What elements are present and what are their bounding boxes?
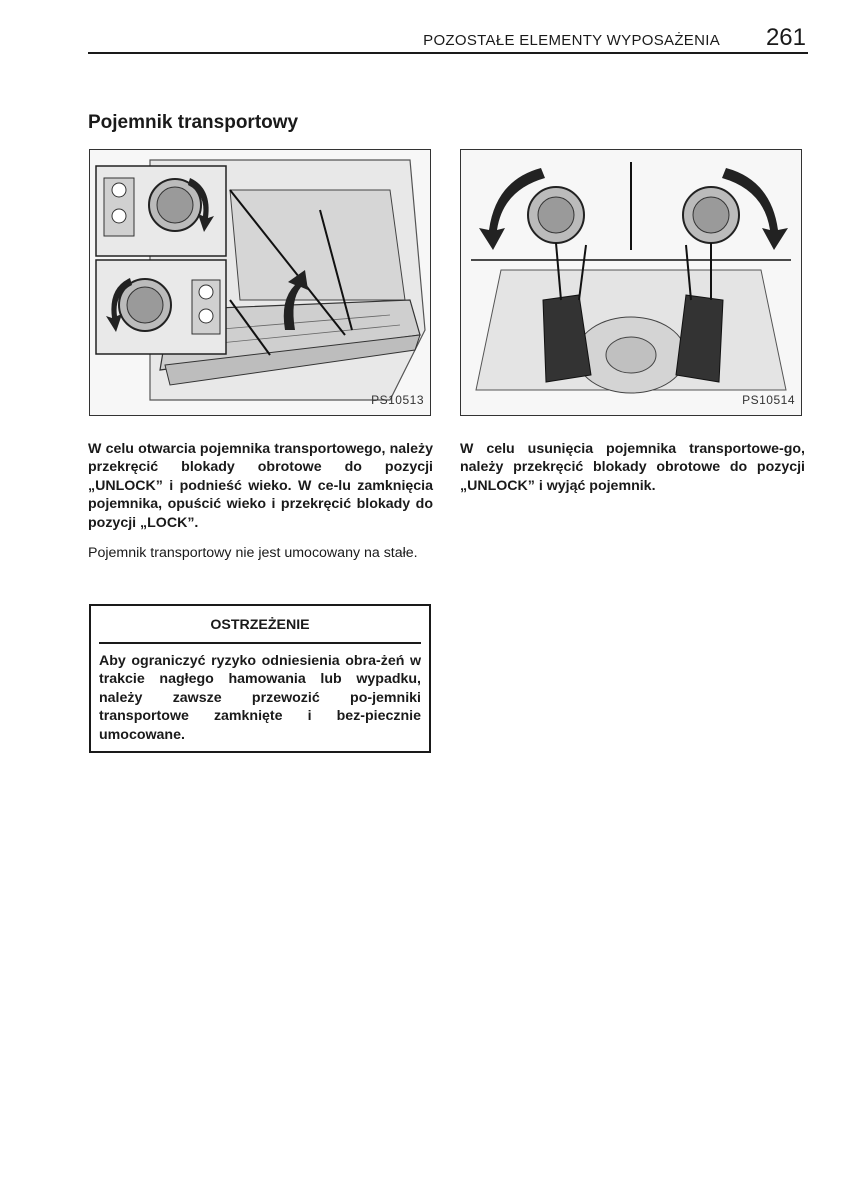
instruction-remove: W celu usunięcia pojemnika transportowe-go, należy przekręcić blokady obrotowe do pozycji „UNLOCK” i wyjąć pojemnik. xyxy=(460,441,805,494)
trunk-illustration xyxy=(90,150,430,415)
warning-title: OSTRZEŻENIE xyxy=(99,606,421,644)
left-column xyxy=(88,440,433,562)
figure-cargo-box-remove xyxy=(460,149,802,416)
cargo-box-illustration xyxy=(461,150,801,415)
section-title: Pojemnik transportowy xyxy=(88,112,299,133)
page-header xyxy=(88,22,808,54)
instruction-open: W celu otwarcia pojemnika transportowego, należy przekręcić blokady obrotowe do pozycji „UNLOCK” i podnieść wieko. W ce-lu zamknięcia pojemnika, opuścić wieko i przekręcić blokady do pozycji „LOCK”. xyxy=(88,441,433,531)
figure-cargo-box-open xyxy=(89,149,431,416)
figure-code: PS10513 xyxy=(371,393,424,407)
warning-text: Aby ograniczyć ryzyko odniesienia obra-żeń w trakcie nagłego hamowania lub wypadku, należy zawsze przewozić po-jemniki transportowe zamknięte i bez-piecznie umocowane. xyxy=(99,653,421,743)
page-number: 261 xyxy=(765,24,806,51)
figure-code: PS10514 xyxy=(742,393,795,407)
right-column xyxy=(460,440,805,495)
running-header: POZOSTAŁE ELEMENTY WYPOSAŻENIA xyxy=(423,32,720,49)
warning-box xyxy=(89,604,431,753)
note-not-fixed: Pojemnik transportowy nie jest umocowany na stałe. xyxy=(88,545,418,562)
